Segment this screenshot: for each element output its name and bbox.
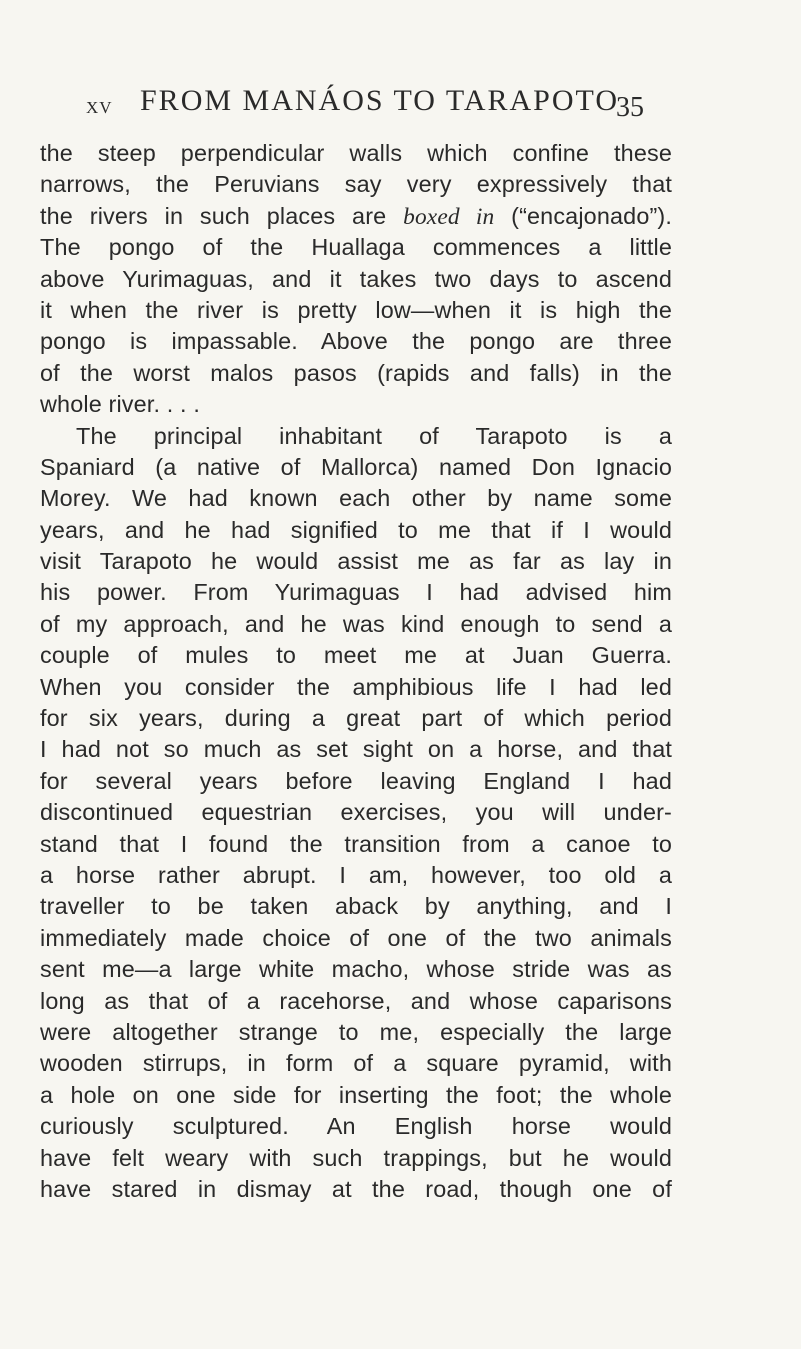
text-line: the steep perpendicular walls which confine these	[40, 140, 672, 166]
text-line: I had not so much as set sight on a horse, and that	[40, 736, 672, 763]
text-line: curiously sculptured. An English horse would	[40, 1113, 672, 1140]
text-line: for several years before leaving England I had	[40, 767, 672, 794]
text-line: have stared in dismay at the road, though one of	[40, 1175, 672, 1202]
text-line: it when the river is pretty low—when it is high the	[40, 296, 672, 323]
text-line: his power. From Yurimaguas I had advised him	[40, 579, 672, 606]
text-segment: the rivers in such places are	[40, 202, 404, 229]
chapter-numeral: XV	[86, 98, 113, 117]
text-line: When you consider the amphibious life I had led	[40, 673, 672, 700]
text-line: of the worst malos pasos (rapids and falls) in the	[40, 359, 672, 386]
text-line: immediately made choice of one of the two animals	[40, 924, 672, 951]
text-line: were altogether strange to me, especially the large	[40, 1018, 672, 1045]
text-line: long as that of a racehorse, and whose caparisons	[40, 987, 672, 1014]
text-line: a horse rather abrupt. I am, however, too old a	[40, 861, 672, 888]
text-line: discontinued equestrian exercises, you will under-	[40, 799, 672, 826]
text-segment: (“encajonado”).	[494, 202, 673, 229]
text-line: couple of mules to meet me at Juan Guerra.	[40, 642, 672, 669]
text-line: The principal inhabitant of Tarapoto is a	[76, 422, 672, 449]
page-number: 35	[616, 92, 644, 123]
italic-phrase: boxed in	[403, 203, 495, 230]
text-line: sent me—a large white macho, whose stride was as	[40, 956, 672, 983]
text-line: whole river. . . .	[40, 391, 200, 418]
text-line	[40, 201, 672, 232]
text-line: The pongo of the Huallaga commences a little	[40, 234, 672, 261]
text-line: Spaniard (a native of Mallorca) named Don Ignacio	[40, 453, 672, 480]
text-line: visit Tarapoto he would assist me as far as lay in	[40, 548, 672, 575]
text-line: above Yurimaguas, and it takes two days to ascend	[40, 265, 672, 292]
text-line: pongo is impassable. Above the pongo are three	[40, 328, 672, 355]
body-text	[40, 138, 672, 1205]
text-line: stand that I found the transition from a canoe to	[40, 830, 672, 857]
text-line: Morey. We had known each other by name some	[40, 485, 672, 512]
text-line: narrows, the Peruvians say very expressively that	[40, 171, 672, 198]
text-line: a hole on one side for inserting the foot; the whole	[40, 1081, 672, 1108]
text-line: of my approach, and he was kind enough to send a	[40, 610, 672, 637]
running-title: FROM MANÁOS TO TARAPOTO	[140, 84, 619, 117]
text-line: traveller to be taken aback by anything, and I	[40, 893, 672, 920]
text-line: for six years, during a great part of which period	[40, 705, 672, 732]
text-line: wooden stirrups, in form of a square pyramid, with	[40, 1050, 672, 1077]
text-line: have felt weary with such trappings, but he would	[40, 1144, 672, 1171]
text-line: years, and he had signified to me that if I would	[40, 516, 672, 543]
running-head	[86, 84, 686, 124]
